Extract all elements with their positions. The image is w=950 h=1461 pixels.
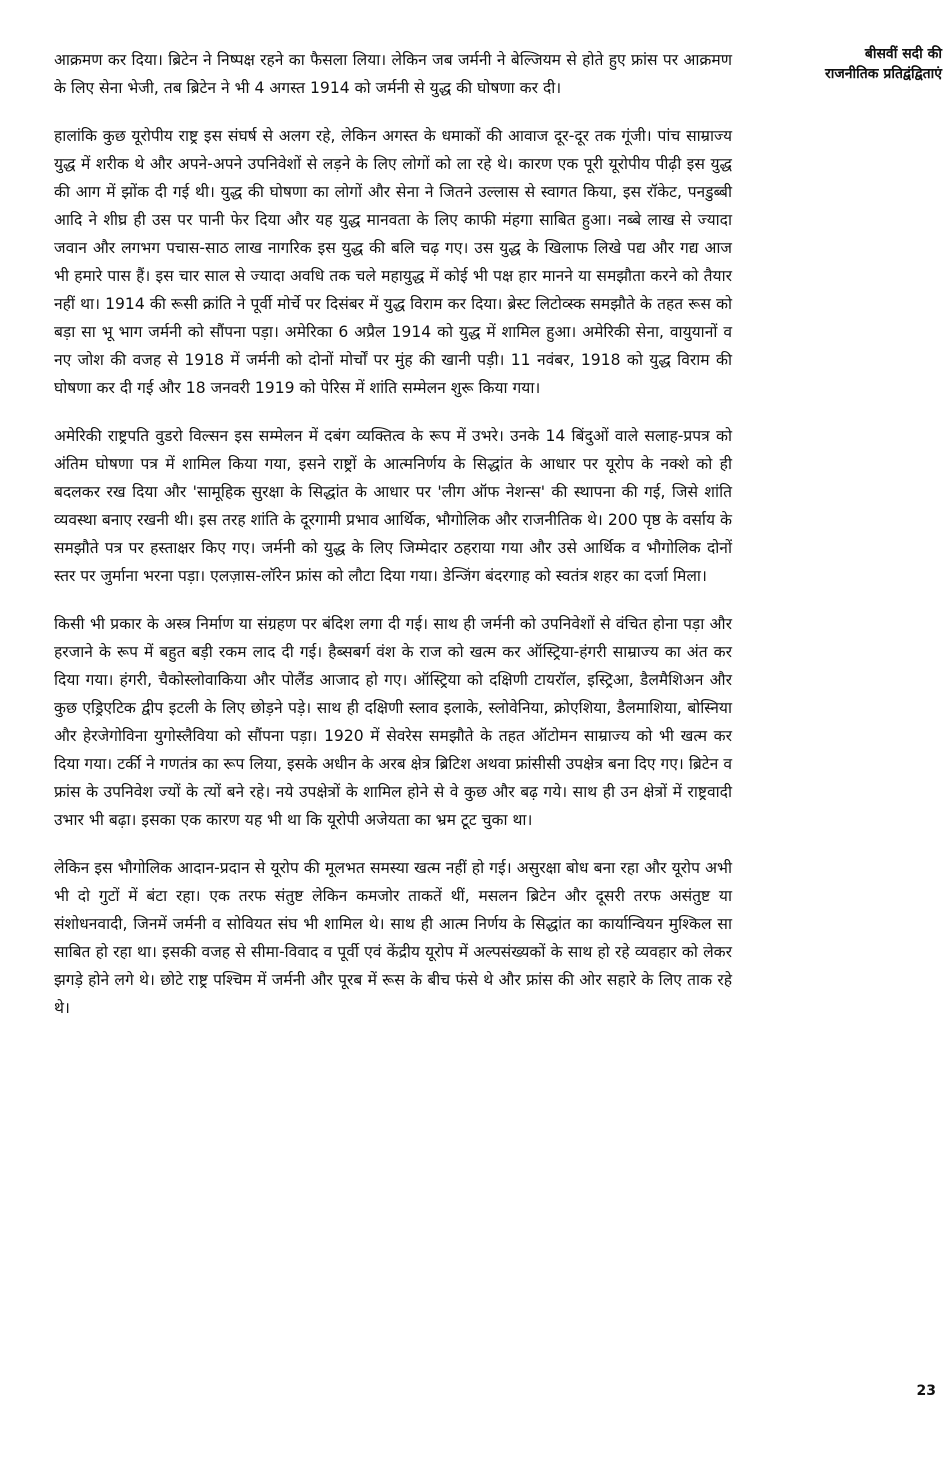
body-text bbox=[54, 46, 732, 1042]
paragraph-3: अमेरिकी राष्ट्रपति वुडरो विल्सन इस सम्मेलन में दबंग व्यक्तित्व के रूप में उभरे। उनके 14 बिंदुओं वाले सलाह-प्रपत्र को अंतिम घोषणा पत्र में शामिल किया गया, इसने राष्ट्रों के आत्मनिर्णय के सिद्धांत के आधार पर यूरोप के नक्शे को ही बदलकर रख दिया और 'सामूहिक सुरक्षा के सिद्धांत के आधार पर 'लीग ऑफ नेशन्स' की स्थापना की गई, जिसे शांति व्यवस्था बनाए रखनी थी। इस तरह शांति के दूरगामी प्रभाव आर्थिक, भौगोलिक और राजनीतिक थे। 200 पृष्ठ के वर्साय के समझौते पत्र पर हस्ताक्षर किए गए। जर्मनी को युद्ध के लिए जिम्मेदार ठहराया गया और उसे आर्थिक व भौगोलिक दोनों स्तर पर जुर्माना भरना पड़ा। एलज़ास-लॉरेन फ्रांस को लौटा दिया गया। डेन्जिंग बंदरगाह को स्वतंत्र शहर का दर्जा मिला। bbox=[54, 427, 732, 585]
paragraph-4: किसी भी प्रकार के अस्त्र निर्माण या संग्रहण पर बंदिश लगा दी गई। साथ ही जर्मनी को उपनिवेशों से वंचित होना पड़ा और हरजाने के रूप में बहुत बड़ी रकम लाद दी गई। हैब्सबर्ग वंश के राज को खत्म कर ऑस्ट्रिया-हंगरी साम्राज्य का अंत कर दिया गया। हंगरी, चैकोस्लोवाकिया और पोलैंड आजाद हो गए। ऑस्ट्रिया को दक्षिणी टायरॉल, इस्ट्रिआ, डैलमैशिअन और कुछ एड्रिएटिक द्वीप इटली के लिए छोड़ने पड़े। साथ ही दक्षिणी स्लाव इलाके, स्लोवेनिया, क्रोएशिया, डैलमाशिया, बोस्निया और हेरजेगोविना युगोस्लैविया को सौंपना पड़ा। 1920 में सेवरेस समझौते के तहत ऑटोमन साम्राज्य को भी खत्म कर दिया गया। टर्की ने गणतंत्र का रूप लिया, इसके अधीन के अरब क्षेत्र ब्रिटिश अथवा फ्रांसीसी उपक्षेत्र बना दिए गए। ब्रिटेन व फ्रांस के उपनिवेश ज्यों के त्यों बने रहे। नये उपक्षेत्रों के शामिल होने से वे कुछ और बढ़ गये। साथ ही उन क्षेत्रों में राष्ट्रवादी उभार भी बढ़ा। इसका एक कारण यह भी था कि यूरोपी अजेयता का भ्रम टूट चुका था। bbox=[54, 615, 732, 829]
paragraph-5: लेकिन इस भौगोलिक आदान-प्रदान से यूरोप की मूलभत समस्या खत्म नहीं हो गई। असुरक्षा बोध बना रहा और यूरोप अभी भी दो गुटों में बंटा रहा। एक तरफ संतुष्ट लेकिन कमजोर ताकतें थीं, मसलन ब्रिटेन और दूसरी तरफ असंतुष्ट या संशोधनवादी, जिनमें जर्मनी व सोवियत संघ भी शामिल थे। साथ ही आत्म निर्णय के सिद्धांत का कार्यान्वियन मुश्किल सा साबित हो रहा था। इसकी वजह से सीमा-विवाद व पूर्वी एवं केंद्रीय यूरोप में अल्पसंख्यकों के साथ हो रहे व्यवहार को लेकर झगड़े होने लगे थे। छोटे राष्ट्र पश्चिम में जर्मनी और पूरब में रूस के बीच फंसे थे और फ्रांस की ओर सहारे के लिए ताक रहे थे। bbox=[54, 859, 732, 1017]
margin-note-line-2: राजनीतिक प्रतिद्वंद्विताएं bbox=[824, 66, 942, 82]
margin-chapter-title bbox=[767, 44, 942, 84]
page-number: 23 bbox=[916, 1383, 936, 1399]
paragraph-1: आक्रमण कर दिया। ब्रिटेन ने निष्पक्ष रहने का फैसला लिया। लेकिन जब जर्मनी ने बेल्जियम से होते हुए फ्रांस पर आक्रमण के लिए सेना भेजी, तब ब्रिटेन ने भी 4 अगस्त 1914 को जर्मनी से युद्ध की घोषणा कर दी। bbox=[54, 51, 732, 97]
paragraph-2: हालांकि कुछ यूरोपीय राष्ट्र इस संघर्ष से अलग रहे, लेकिन अगस्त के धमाकों की आवाज दूर-दूर तक गूंजी। पांच साम्राज्य युद्ध में शरीक थे और अपने-अपने उपनिवेशों से लड़ने के लिए लोगों को ला रहे थे। कारण एक पूरी यूरोपीय पीढ़ी इस युद्ध की आग में झोंक दी गई थी। युद्ध की घोषणा का लोगों और सेना ने जितने उल्लास से स्वागत किया, इस रॉकेट, पनडुब्बी आदि ने शीघ्र ही उस पर पानी फेर दिया और यह युद्ध मानवता के लिए काफी मंहगा साबित हुआ। नब्बे लाख से ज्यादा जवान और लगभग पचास-साठ लाख नागरिक इस युद्ध की बलि चढ़ गए। उस युद्ध के खिलाफ लिखे पद्य और गद्य आज भी हमारे पास हैं। इस चार साल से ज्यादा अवधि तक चले महायुद्ध में कोई भी पक्ष हार मानने या समझौता करने को तैयार नहीं था। 1914 की रूसी क्रांति ने पूर्वी मोर्चे पर दिसंबर में युद्ध विराम कर दिया। ब्रेस्ट लिटोव्स्क समझौते के तहत रूस को बड़ा सा भू भाग जर्मनी को सौंपना पड़ा। अमेरिका 6 अप्रैल 1914 को युद्ध में शामिल हुआ। अमेरिकी सेना, वायुयानों व नए जोश की वजह से 1918 में जर्मनी को दोनों मोर्चों पर मुंह की खानी पड़ी। 11 नवंबर, 1918 को युद्ध विराम की घोषणा कर दी गई और 18 जनवरी 1919 को पेरिस में शांति सम्मेलन शुरू किया गया। bbox=[54, 127, 732, 397]
margin-note-line-1: बीसवीं सदी की bbox=[864, 46, 942, 62]
